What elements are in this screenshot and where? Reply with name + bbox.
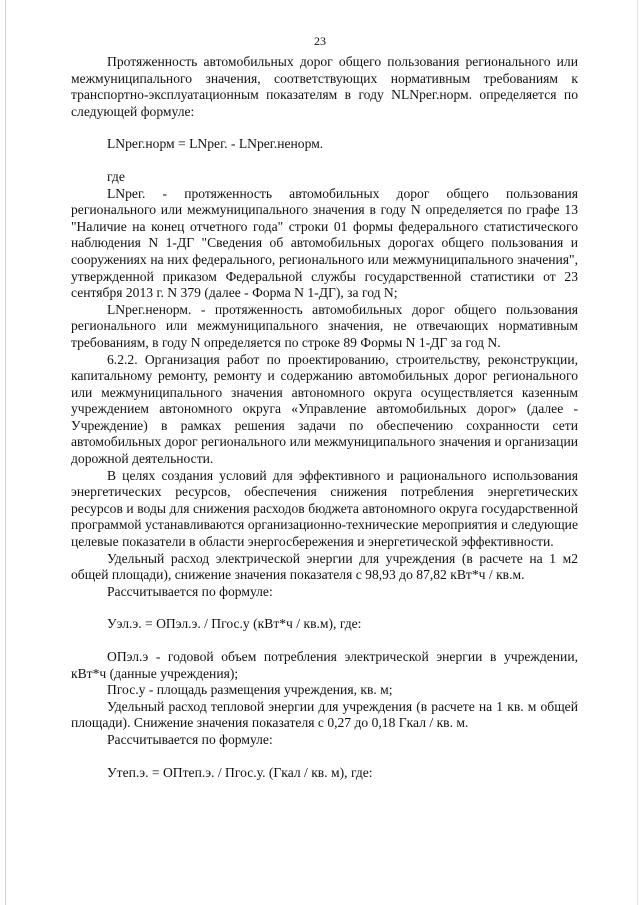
paragraph-electric-consumption: Удельный расход электрической энергии для учреждения (в расчете на 1 м2 общей площади), снижение значения показателя с 98,93 до 87,82 кВт*ч / кв.м. [71, 550, 578, 583]
formula-lnreg-norm: LNрег.норм = LNрег. - LNрег.ненорм. [107, 136, 324, 152]
formula-electric: Уэл.э. = ОПэл.э. / Пгос.у (кВт*ч / кв.м), где: [107, 616, 362, 632]
document-body [71, 54, 578, 781]
paragraph-calculated-by-2: Рассчитывается по формуле: [107, 731, 273, 747]
paragraph-calculated-by-1: Рассчитывается по формуле: [107, 583, 273, 599]
definition-op-el: ОПэл.э - годовой объем потребления электрической энергии в учреждении, кВт*ч (данные учреждения); [71, 649, 578, 681]
scan-edge-right [637, 0, 638, 905]
paragraph-energy-efficiency: В целях создания условий для эффективного и рационального использования энергетических ресурсов, обеспечения снижения потребления энергетических ресурсов и воды для снижения расходов бюджета автономного округа государственной программой устанавливаются организационно-технические мероприятия и следующие целевые показатели в области энергосбережения и энергетической эффективности. [71, 467, 578, 550]
paragraph-where: где [107, 168, 125, 184]
scan-edge-left [5, 0, 6, 905]
definition-lnreg-nenorm: LNрег.ненорм. - протяженность автомобильных дорог общего пользования регионального или межмуниципального значения, не отвечающих нормативным требованиям, в году N определяется по строке 89 Формы N 1-ДГ за год N. [71, 301, 578, 350]
paragraph-heat-consumption: Удельный расход тепловой энергии для учреждения (в расчете на 1 кв. м общей площади). Снижение значения показателя с 0,27 до 0,18 Гкал / кв. м. [71, 698, 578, 731]
definition-pgos: Пгос.у - площадь размещения учреждения, кв. м; [107, 682, 393, 698]
page-number: 23 [314, 34, 326, 48]
formula-heat: Утеп.э. = ОПтеп.э. / Пгос.у. (Гкал / кв. м), где: [107, 764, 373, 780]
definition-lnreg: LNрег. - протяженность автомобильных дорог общего пользования регионального или межмуниципального значения в году N определяется по графе 13 "Наличие на конец отчетного года" строки 01 формы федерального статистического наблюдения N 1-ДГ "Сведения об автомобильных дорогах общего пользования и сооружениях на них федерального, регионального или межмуниципального значения", утвержденной приказом Федеральной службы государственной статистики от 23 сентября 2013 г. N 379 (далее - Форма N 1-ДГ), за год N; [71, 185, 578, 301]
paragraph-intro: Протяженность автомобильных дорог общего пользования регионального или межмуниципального значения, соответствующих нормативным требованиям к транспортно-эксплуатационным показателям в году NLNрег.норм. определяется по следующей формуле: [71, 54, 578, 119]
section-6-2-2: 6.2.2. Организация работ по проектированию, строительству, реконструкции, капитальному ремонту, ремонту и содержанию автомобильных дорог регионального или межмуниципального значения автономного округа осуществляется казенным учреждением автономного округа «Управление автомобильных дорог» (далее - Учреждение) в рамках решения задачи по обеспечению сохранности сети автомобильных дорог регионального или межмуниципального значения и организации дорожной деятельности. [71, 351, 578, 467]
